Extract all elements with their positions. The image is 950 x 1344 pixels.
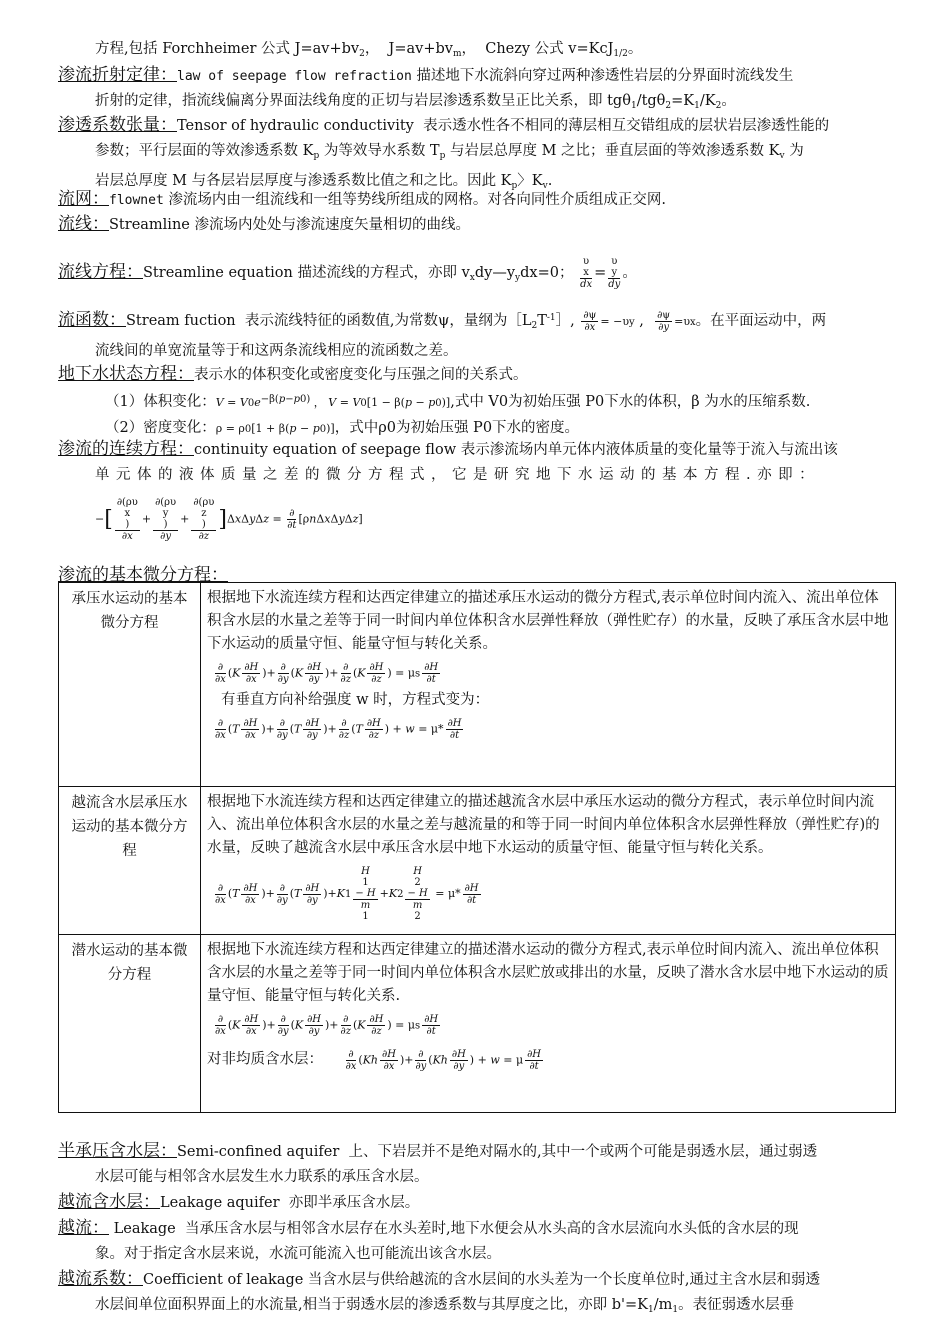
equation: $\frac{\partial}{\partial x}$ (T $\frac{\partial H}{\partial x}$ )+ $\frac{\partial}{\partial y}$ (T $\frac{\partial H}{\partial y}$ )+K1 H 1 − H m 1 +K2 H 2 − H m 2 = μ* $\frac{\partial H}{\partial t}$ bbox=[215, 866, 479, 922]
state-eq-tail-2: ，式中ρ0为初始压强 P0下水的密度。 bbox=[334, 420, 580, 436]
entry-flownet: 流网：flownet 渗流场内由一组流线和一组等势线所组成的网格。对各向同性介质组成正交网. bbox=[58, 189, 667, 209]
term-english: Coefficient of leakage bbox=[143, 1272, 304, 1288]
note-text: 对非均质含水层： bbox=[207, 1051, 323, 1068]
term-label: 地下水状态方程： bbox=[58, 364, 194, 384]
state-eq-lines: （1）体积变化：V = V0e−β(p−p0) ， V = V0[1 − β(p − p0)],式中 V0为初始压强 P0下水的体积，β 为水的压缩系数. （2）密度变化：ρ = ρ0[1 + β(p − p0)]，式中ρ0为初始压强 P0下水的密度。 bbox=[105, 394, 811, 436]
term-english: law of seepage flow refraction bbox=[177, 69, 412, 84]
row-label: 承压水运动的基本微分方程 bbox=[59, 583, 201, 787]
term-label: 渗透系数张量： bbox=[58, 115, 177, 135]
equation: $\frac{\partial}{\partial x}$ (K $\frac{\partial H}{\partial x}$ )+ $\frac{\partial}{\partial y}$ (K $\frac{\partial H}{\partial y}$ )+ $\frac{\partial}{\partial z}$ (K $\frac{\partial H}{\partial z}$ ) = μs $\frac{\partial H}{\partial t}$ bbox=[215, 662, 439, 685]
term-label: 流网： bbox=[58, 189, 109, 209]
term-label: 半承压含水层： bbox=[58, 1141, 177, 1161]
term-label: 流函数： bbox=[58, 310, 126, 330]
continuity-equation: −[ ∂(ρυ x ) ∂x + ∂(ρυ y ) ∂y + ∂(ρυ z ) ∂z ]ΔxΔyΔz = $\frac{\partial}{\partial t}$ [ρnΔxΔyΔz] bbox=[95, 497, 363, 542]
table-row bbox=[59, 935, 896, 1113]
continuity-text-2: 单元体的液体质量之差的微分方程式，它是研究地下水运动的基本方程.亦即： bbox=[95, 467, 821, 483]
bottom-entries: 半承压含水层：Semi-confined aquifer 上、下岩层并不是绝对隔水的,其中一个或两个可能是弱透水层，通过弱透 水层可能与相邻含水层发生水力联系的承压含水层。 越流含水层：Leakage aquifer 亦即半承压含水层。 越流： Leakage 当承压含水层与相邻含水层存在水头差时,地下水便会从水头高的含水层流向水头低的含水层的现 象。对于指定含水层来说，水流可能流入也可能流出该含水层。 越流系数：Coefficient of leakage 当含水层与供给越流的含水层间的水头差为一个长度单位时,通过主含水层和弱透 水层间单位面积界面上的水流量,相当于弱透水层的渗透系数与其厚度之比，亦即 $b'=K_1/m_1$。表征弱透水层垂 bbox=[58, 1141, 821, 1315]
desc-text: 根据地下水流连续方程和达西定律建立的描述潜水运动的微分方程式,表示单位时间内流入、流出单位体积含水层的水量之差等于同一时间内单位体积含水层贮放或排出的水量，反映了潜水含水层中地下水运动的质量守恒、能量守恒与转化关系. bbox=[207, 942, 889, 1004]
term-english: Stream fuction bbox=[126, 313, 236, 329]
term-label: 流线方程： bbox=[58, 262, 143, 282]
table-row bbox=[59, 787, 896, 935]
desc-text: 根据地下水流连续方程和达西定律建立的描述承压水运动的微分方程式,表示单位时间内流入、流出单位体积含水层的水量之差等于同一时间内单位体积含水层弹性释放（弹性贮存）的水量，反映了承压含水层中地下水运动的质量守恒、能量守恒与转化关系。 bbox=[207, 590, 889, 652]
term-label: 越流系数： bbox=[58, 1269, 143, 1289]
intro-line: 方程,包括 Forchheimer 公式 $J=av+bv_2$， $J=av+bv_m$， Chezy 公式 v=KcJ$_{1/2}$。 bbox=[95, 41, 643, 59]
equation: $\frac{\partial}{\partial x}$ (T $\frac{\partial H}{\partial x}$ )+ $\frac{\partial}{\partial y}$ (T $\frac{\partial H}{\partial y}$ )+ $\frac{\partial}{\partial z}$ (T $\frac{\partial H}{\partial z}$ ) + w = μ* $\frac{\partial H}{\partial t}$ bbox=[215, 718, 462, 741]
row-description bbox=[201, 935, 896, 1113]
table-row bbox=[59, 583, 896, 787]
term-english: continuity equation of seepage flow bbox=[194, 442, 457, 458]
entry-streamline: 流线：Streamline 渗流场内处处与渗流速度矢量相切的曲线。 bbox=[58, 214, 470, 234]
entry-state-eq bbox=[58, 362, 528, 388]
term-english: Tensor of hydraulic conductivity bbox=[177, 118, 414, 134]
state-eq-tail-1: ,式中 V0为初始压强 P0下水的体积，β 为水的压缩系数. bbox=[450, 394, 811, 410]
term-label: 渗流的连续方程： bbox=[58, 439, 194, 459]
term-text: 表示水的体积变化或密度变化与压强之间的关系式。 bbox=[194, 367, 528, 383]
continuity-text-1: 表示渗流场内单元体内液体质量的变化量等于流入与流出该 bbox=[460, 442, 838, 458]
entry-refraction: 渗流折射定律：law of seepage flow refraction 描述地下水流斜向穿过两种渗透性岩层的分界面时流线发生 折射的定律，指流线偏离分界面法线角度的正切与岩层渗透系数呈正比关系，即 $tg\theta_1/tg\theta_2=K_1/K_2$。 bbox=[58, 65, 794, 111]
equation: $\frac{\partial}{\partial x}$ (Kh $\frac{\partial H}{\partial x}$ )+ $\frac{\partial}{\partial y}$ (Kh $\frac{\partial H}{\partial y}$ ) + w = μ $\frac{\partial H}{\partial t}$ bbox=[345, 1049, 541, 1072]
equation: $\frac{\partial}{\partial x}$ (K $\frac{\partial H}{\partial x}$ )+ $\frac{\partial}{\partial y}$ (K $\frac{\partial H}{\partial y}$ )+ $\frac{\partial}{\partial z}$ (K $\frac{\partial H}{\partial z}$ ) = μs $\frac{\partial H}{\partial t}$ bbox=[215, 1014, 439, 1037]
term-label: 越流： bbox=[58, 1218, 109, 1238]
entry-continuity bbox=[58, 437, 892, 488]
term-label: 渗流折射定律： bbox=[58, 65, 177, 85]
entry-stream-function: 流函数：Stream fuction 表示流线特征的函数值,为常数ψ，量纲为$[L_2T^{-1}]$, $\frac{\partial\psi}{\partial x}$ = −υy , $\frac{\partial\psi}{\partial y}$ =υx。在平面运动中，两 流线间的单宽流量等于和这两条流线相应的流函数之差。 bbox=[58, 309, 827, 359]
row-label: 潜水运动的基本微分方程 bbox=[59, 935, 201, 1113]
row-description bbox=[201, 787, 896, 935]
section-title: 渗流的基本微分方程： bbox=[58, 565, 228, 585]
state-eq-label-1: （1）体积变化： bbox=[105, 394, 216, 410]
term-text: 亦即半承压含水层。 bbox=[288, 1195, 420, 1211]
term-english: Leakage bbox=[113, 1221, 176, 1237]
desc-text: 根据地下水流连续方程和达西定律建立的描述越流含水层中承压水运动的微分方程式，表示单位时间内流入、流出单位体积含水层的水量之差与越流量的和等于同一时间内单位体积含水层弹性释放（弹性贮存)的水量，反映了越流含水层中承压含水层中地下水运动的质量守恒、能量守恒与转化关系。 bbox=[207, 794, 880, 856]
term-label: 流线： bbox=[58, 214, 109, 234]
term-english: Semi-confined aquifer bbox=[177, 1144, 340, 1160]
term-english: Streamline equation bbox=[143, 265, 293, 281]
entry-streamline-eq: 流线方程：Streamline equation 描述流线的方程式，亦即 $v_xdy—y_ydx=0$； υ x dx = υ y dy 。 bbox=[58, 256, 637, 290]
term-english: Leakage aquifer bbox=[160, 1195, 280, 1211]
term-label: 越流含水层： bbox=[58, 1192, 160, 1212]
row-description bbox=[201, 583, 896, 787]
state-eq-label-2: （2）密度变化： bbox=[105, 420, 216, 436]
term-english: Streamline bbox=[109, 217, 190, 233]
row-label: 越流含水层承压水运动的基本微分方程 bbox=[59, 787, 201, 935]
note-text: 有垂直方向补给强度 w 时，方程式变为： bbox=[221, 692, 490, 708]
term-english: flownet bbox=[109, 193, 164, 208]
basic-equations-table bbox=[58, 582, 896, 1113]
entry-tensor: 渗透系数张量：Tensor of hydraulic conductivity 表示透水性各不相同的薄层相互交错组成的层状岩层渗透性能的 参数；平行层面的等效渗透系数 $K_p$ 为等效导水系数 $T_p$ 与岩层总厚度 M 之比；垂直层面的等效渗透系数 $K_v$ 为 岩层总厚度 M 与各层岩层厚度与渗透系数比值之和之比。因此 $K_p$〉$K_v$. bbox=[58, 115, 830, 191]
